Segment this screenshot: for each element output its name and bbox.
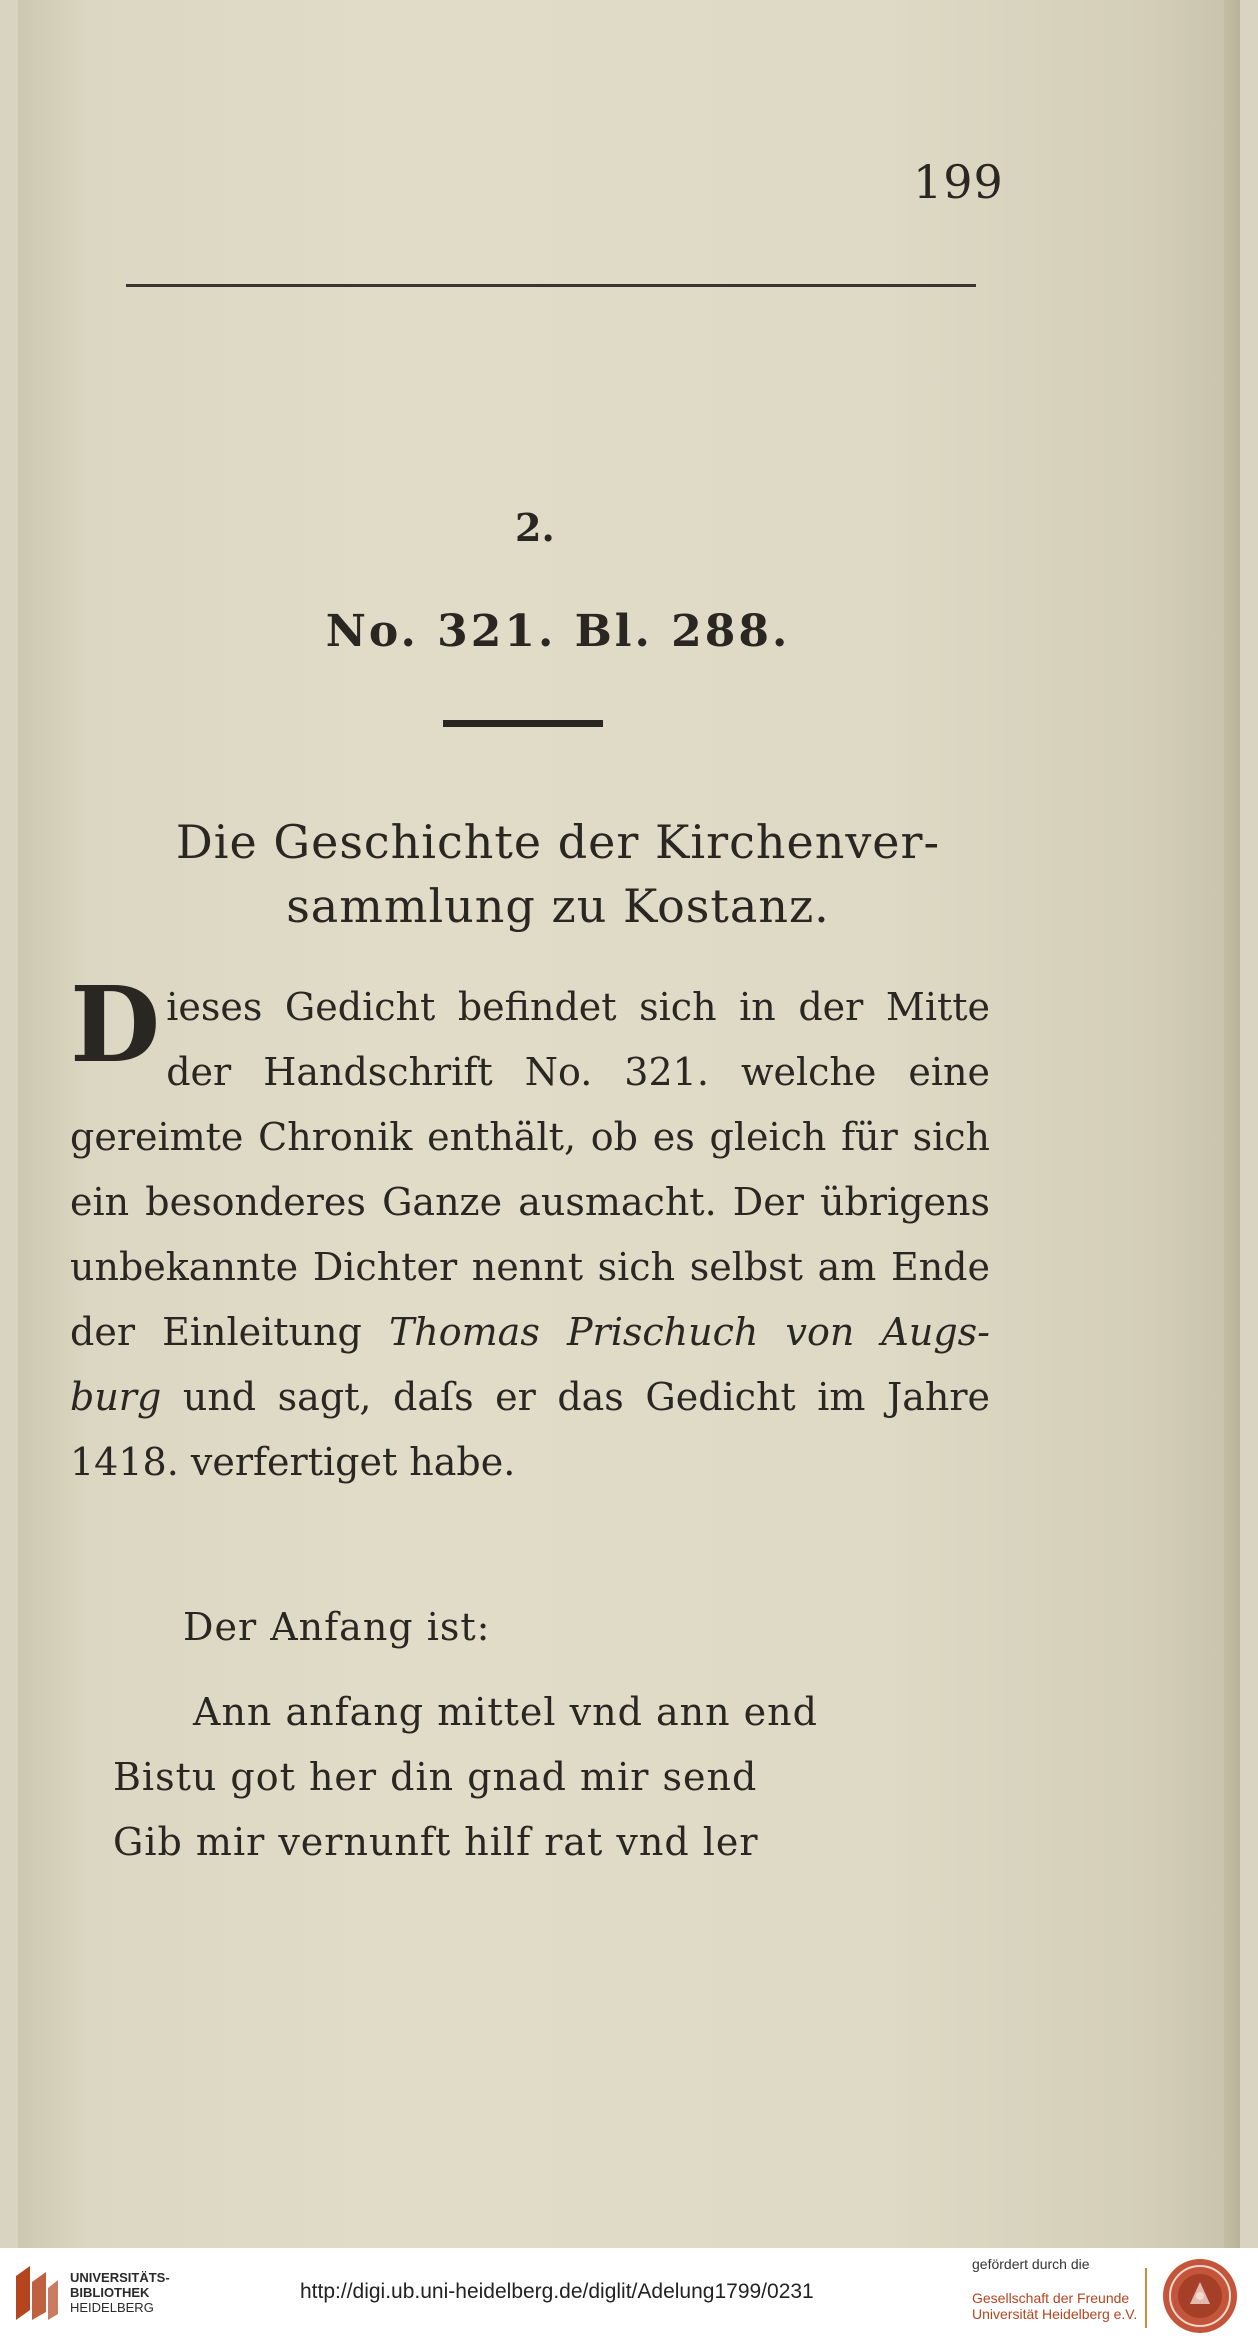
verse-line: Ann anfang mittel vnd ann end [193, 1690, 818, 1734]
library-name-line-3: HEIDELBERG [70, 2300, 154, 2315]
author-name: Thomas Prischuch von Augs-burg [70, 1310, 991, 1419]
section-rule [443, 720, 603, 727]
manuscript-reference: No. 321. Bl. 288. [325, 606, 791, 657]
body-paragraph [70, 963, 991, 1495]
chapter-heading [118, 810, 998, 938]
heading-line-2: sammlung zu Kostanz. [286, 879, 830, 933]
society-name-line-2: Universität Heidelberg e.V. [972, 2306, 1138, 2322]
society-name [972, 2290, 1137, 2322]
body-text-part-1: ieses Gedicht befindet sich in der Mitte der Handschrift No. 321. welche eine gereimte Chronik enthält, ob es gleich für sich ein besonderes Ganze ausmacht. Der übrigens unbekannte Dichter nennt sich selbst am Ende der Einleitung [70, 985, 990, 1354]
verse-line: Bistu got her din gnad mir send [113, 1755, 758, 1799]
society-name-line-1: Gesellschaft der Freunde [972, 2290, 1130, 2306]
page-number: 199 [913, 155, 1004, 209]
beginning-label: Der Anfang ist: [183, 1605, 491, 1649]
body-text-part-2: und sagt, daſs er das Gedicht im Jahre 1418. verfertiget habe. [70, 1375, 990, 1484]
university-library-logo-icon [12, 2262, 60, 2324]
library-name-line-2: BIBLIOTHEK [70, 2285, 150, 2300]
page-edge [1224, 0, 1240, 2248]
footer-divider [1145, 2268, 1147, 2328]
funded-by-label: gefördert durch die [972, 2256, 1090, 2272]
book-page [18, 0, 1240, 2248]
section-number: 2. [515, 505, 555, 550]
library-name [70, 2270, 170, 2315]
header-rule [126, 284, 976, 287]
viewer-footer [0, 2248, 1258, 2339]
verse-line: Gib mir vernunft hilf rat vnd ler [113, 1820, 759, 1864]
drop-cap: D [70, 963, 161, 1086]
permalink-url[interactable]: http://digi.ub.uni-heidelberg.de/diglit/Adelung1799/0231 [300, 2280, 814, 2303]
university-seal-icon [1160, 2256, 1240, 2336]
library-name-line-1: UNIVERSITÄTS- [70, 2270, 170, 2285]
heading-line-1: Die Geschichte der Kirchenver- [175, 815, 941, 869]
